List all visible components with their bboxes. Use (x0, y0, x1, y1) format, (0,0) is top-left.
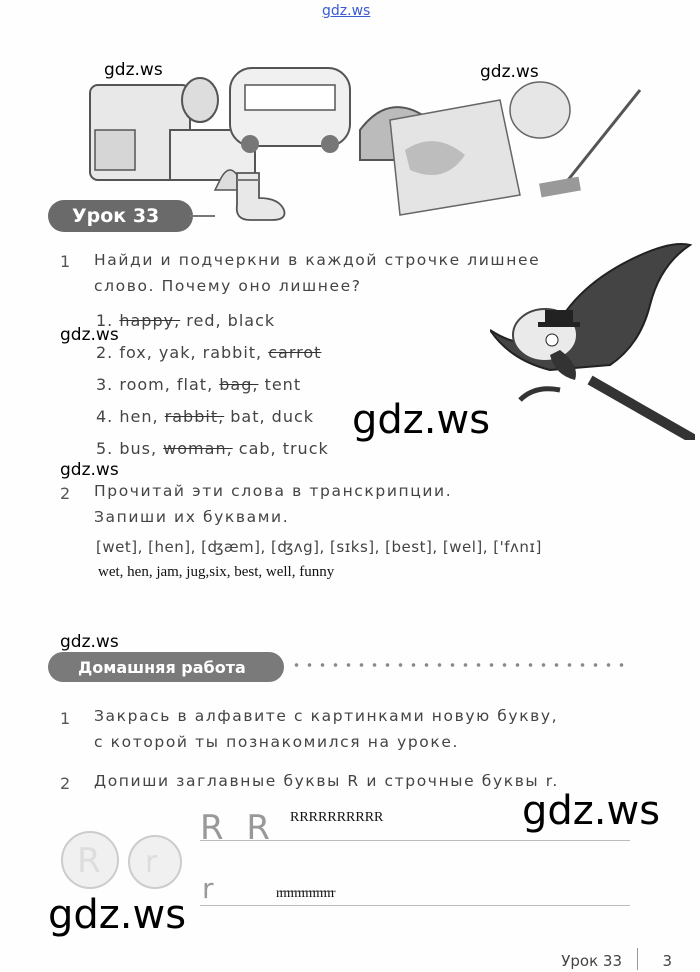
page-number: 3 (662, 952, 672, 970)
task-text: слово. Почему оно лишнее? (94, 277, 362, 295)
lesson-title: Урок 33 (72, 205, 160, 227)
list-item: 3. room, flat, bag, tent (96, 375, 302, 394)
watermark-large[interactable]: gdz.ws (522, 788, 661, 834)
watermark-small[interactable]: gdz.ws (480, 62, 539, 82)
struck-word: carrot (268, 343, 322, 362)
task-text: Допиши заглавные буквы R и строчные буквы r. (94, 772, 559, 790)
task-number: 1 (60, 252, 71, 271)
writing-line (200, 905, 630, 906)
svg-text:r: r (145, 845, 158, 880)
struck-word: woman, (163, 439, 233, 458)
handwritten-uppercase: RRRRRRRRRR (290, 810, 384, 825)
list-item: 1. happy, red, black (96, 311, 276, 330)
crow-illustration (490, 240, 695, 440)
footer-divider (637, 948, 638, 970)
footer-lesson-label: Урок 33 (561, 952, 622, 970)
watermark-large[interactable]: gdz.ws (48, 892, 187, 938)
struck-word: rabbit, (164, 407, 225, 426)
task-text: с которой ты познакомился на уроке. (94, 733, 459, 751)
task-number: 2 (60, 484, 71, 503)
watermark-small[interactable]: gdz.ws (60, 632, 119, 652)
letter-picture (55, 820, 195, 900)
dotted-divider (290, 660, 630, 670)
watermark-small[interactable]: gdz.ws (60, 325, 119, 345)
homework-banner (48, 652, 284, 682)
list-item: 5. bus, woman, cab, truck (96, 439, 329, 458)
homework-title: Домашняя работа (78, 657, 246, 677)
task-text: Прочитай эти слова в транскрипции. (94, 482, 453, 500)
task-number: 1 (60, 709, 71, 728)
svg-text:R: R (77, 841, 101, 881)
sample-lowercase-letter: r (202, 872, 214, 905)
list-item: 4. hen, rabbit, bat, duck (96, 407, 315, 426)
task-number: 2 (60, 774, 71, 793)
watermark-large[interactable]: gdz.ws (352, 397, 491, 443)
watermark-top[interactable]: gdz.ws (322, 3, 371, 19)
handwritten-lowercase: rrrrrrrrrrrrrrrr (276, 886, 335, 901)
watermark-small[interactable]: gdz.ws (104, 60, 163, 80)
task-text: Запиши их буквами. (94, 508, 290, 526)
sock-illustration (222, 168, 292, 224)
handwritten-answer: wet, hen, jam, jug,six, best, well, funny (98, 564, 335, 580)
sample-uppercase-letters: R R (200, 808, 277, 848)
transcriptions: [wet], [hen], [ʤæm], [ʤʌg], [sɪks], [best], [wel], ['fʌnɪ] (96, 538, 542, 556)
task-text: Найди и подчеркни в каждой строчке лишнее (94, 251, 541, 269)
divider (190, 215, 215, 217)
watermark-small[interactable]: gdz.ws (60, 460, 119, 480)
struck-word: happy, (119, 311, 181, 330)
list-item: 2. fox, yak, rabbit, carrot (96, 343, 322, 362)
lesson-title-banner (48, 200, 193, 232)
task-text: Закрась в алфавите с картинками новую букву, (94, 707, 559, 725)
struck-word: bag, (219, 375, 259, 394)
